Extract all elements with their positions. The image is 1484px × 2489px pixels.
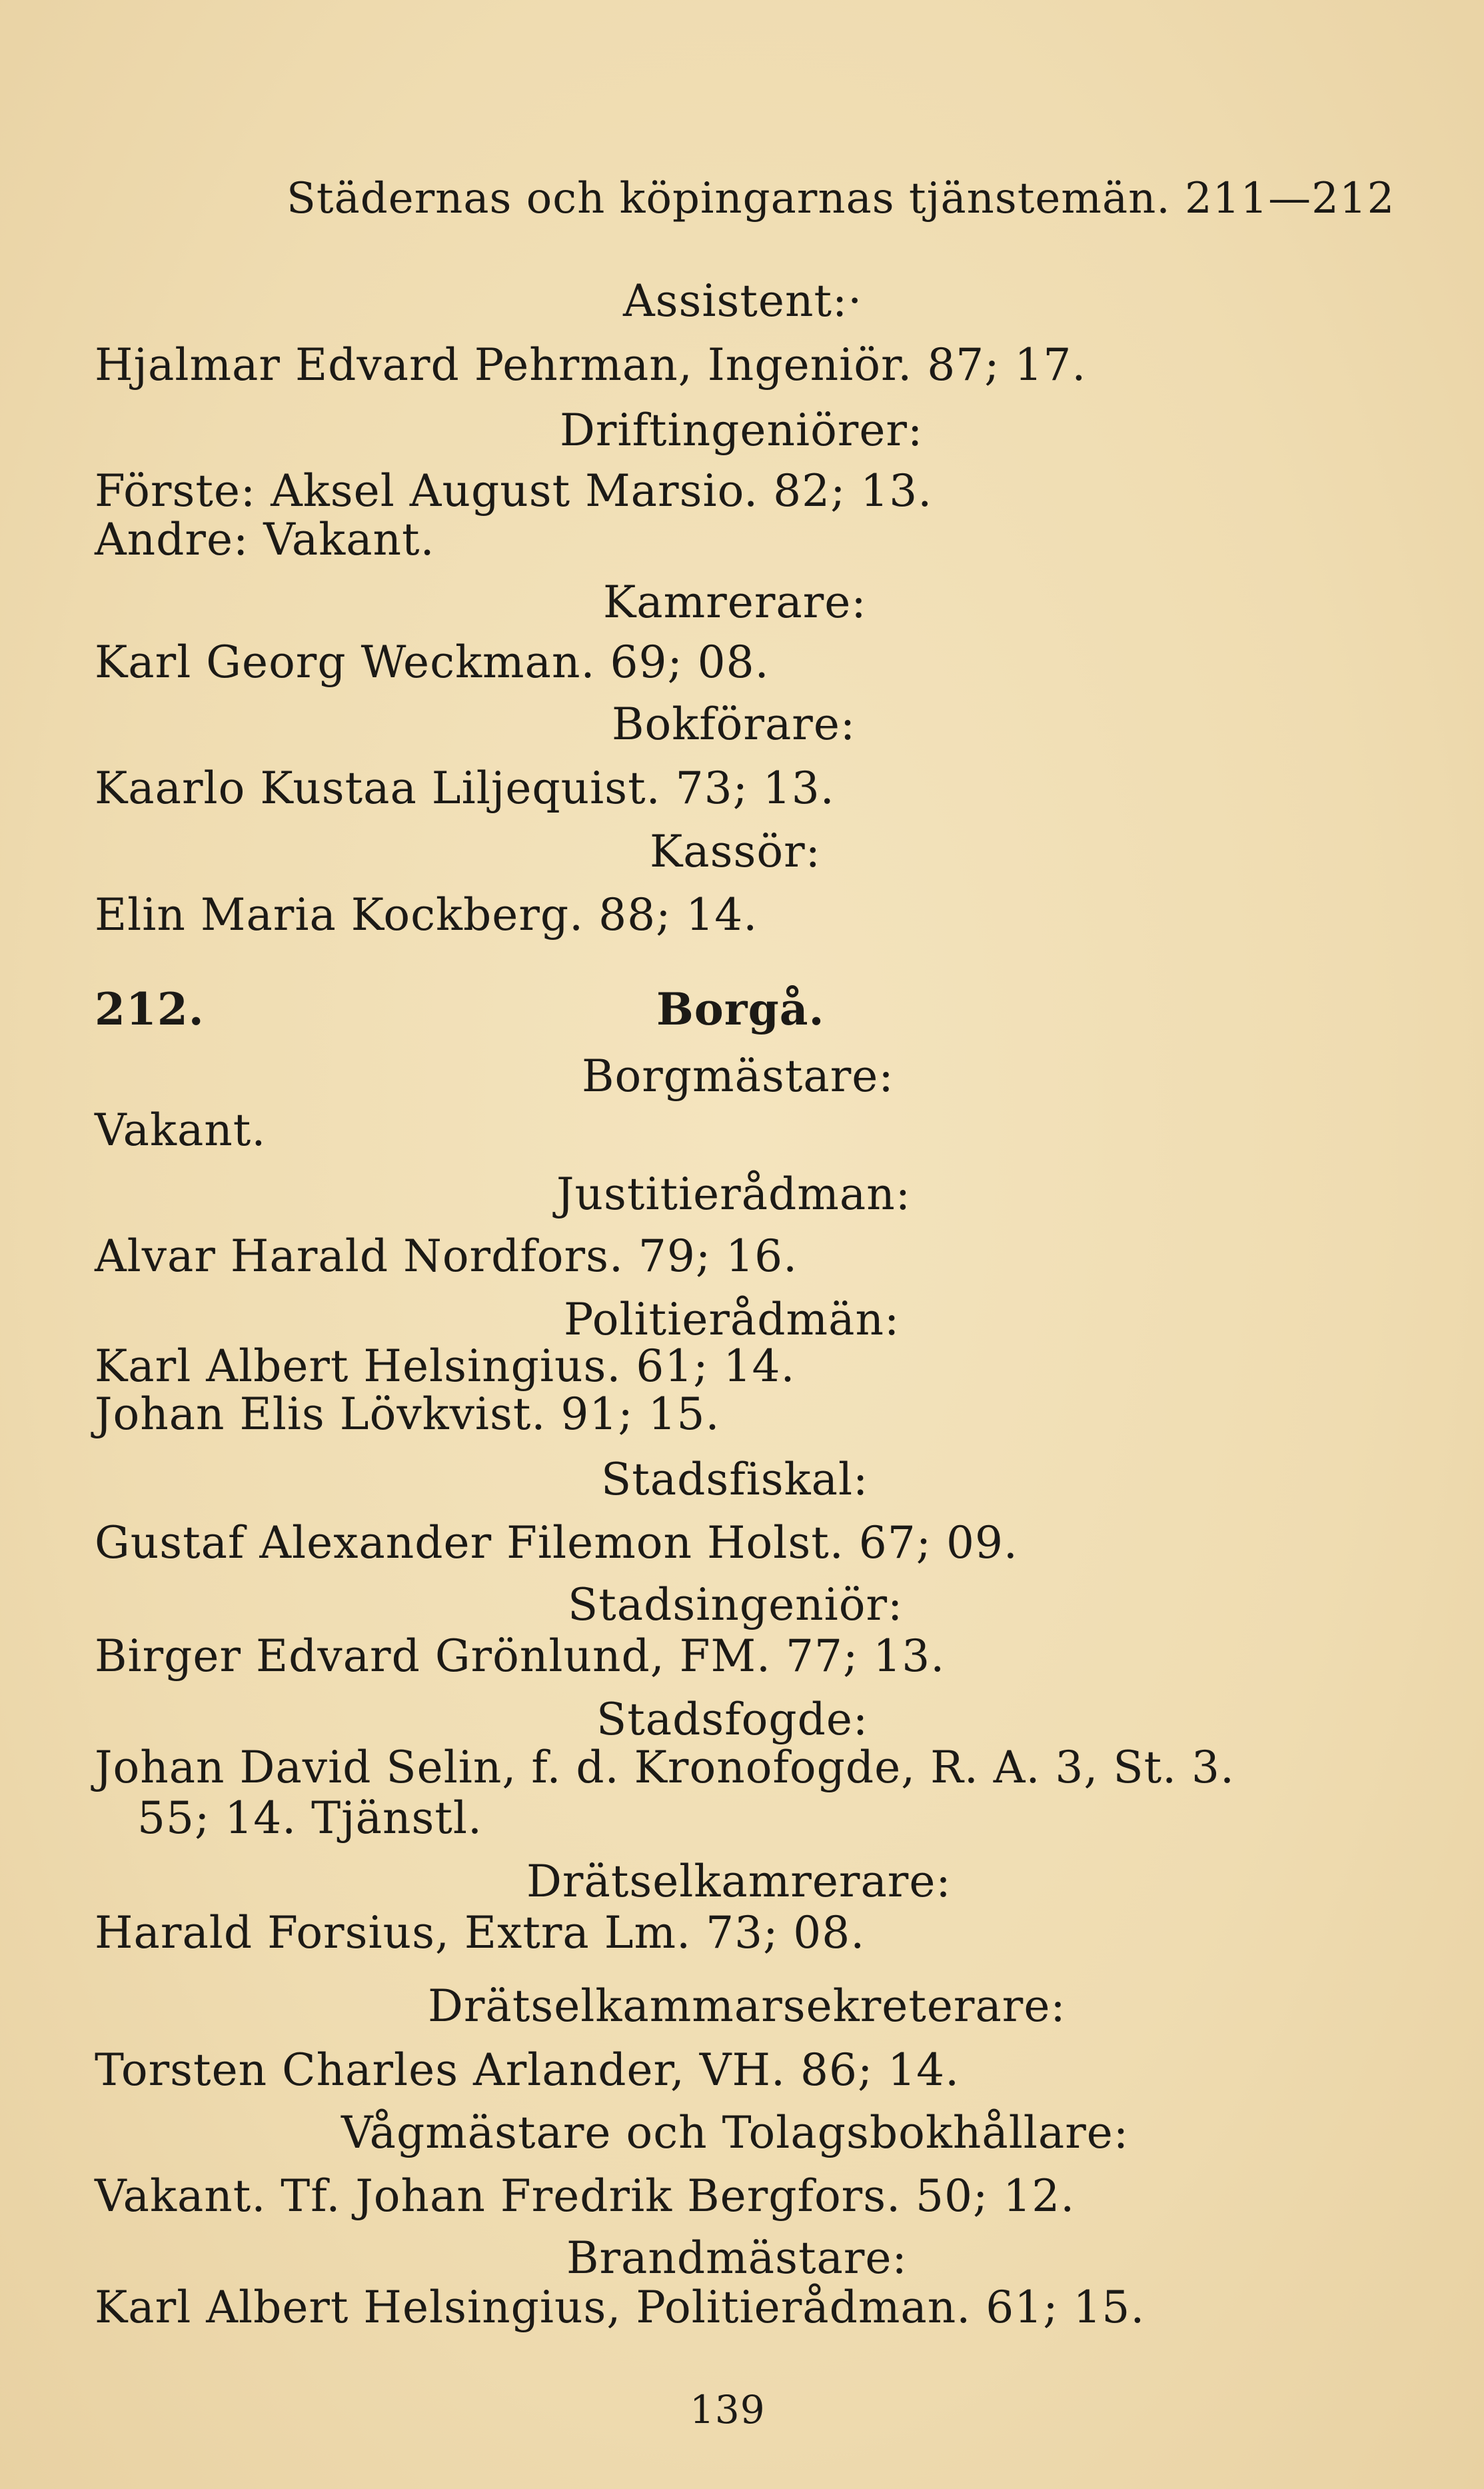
brandmastare-entry: Karl Albert Helsingius, Politierådman. 61; 15. (95, 2282, 1145, 2333)
politieradman-heading: Politierådmän: (564, 1294, 900, 1345)
brandmastare-heading: Brandmästare: (566, 2232, 908, 2284)
stadsingenior-entry: Birger Edvard Grönlund, FM. 77; 13. (95, 1630, 946, 1682)
borgmastare-heading: Borgmästare: (582, 1051, 894, 1102)
justitieradman-entry: Alvar Harald Nordfors. 79; 16. (95, 1231, 798, 1282)
page-number: 139 (690, 2387, 766, 2432)
kassor-entry: Elin Maria Kockberg. 88; 14. (95, 889, 758, 941)
vagmastare-entry: Vakant. Tf. Johan Fredrik Bergfors. 50; 12. (95, 2170, 1076, 2222)
section-number: 212. (95, 983, 205, 1035)
bokforare-heading: Bokförare: (612, 699, 856, 750)
dratselkammarsekreterare-heading: Drätselkammarsekreterare: (428, 1980, 1066, 2032)
assistent-entry: Hjalmar Edvard Pehrman, Ingeniör. 87; 17. (95, 339, 1087, 391)
kamrerare-heading: Kamrerare: (603, 577, 867, 628)
politieradman-entry-1: Karl Albert Helsingius. 61; 14. (95, 1340, 796, 1392)
kassor-heading: Kassör: (650, 826, 821, 877)
justitieradman-heading: Justitierådman: (556, 1169, 911, 1220)
stadsingenior-heading: Stadsingeniör: (568, 1579, 904, 1630)
town-heading: Borgå. (656, 983, 825, 1035)
vagmastare-heading: Vågmästare och Tolagsbokhållare: (341, 2107, 1129, 2158)
stadsfogde-heading: Stadsfogde: (596, 1694, 869, 1745)
kamrerare-entry: Karl Georg Weckman. 69; 08. (95, 637, 770, 688)
running-title: Städernas och köpingarnas tjänstemän. (287, 174, 1171, 223)
driftingenior-entry-2: Andre: Vakant. (95, 514, 435, 565)
driftingeniorer-heading: Driftingeniörer: (560, 405, 924, 456)
dratselkamrerare-entry: Harald Forsius, Extra Lm. 73; 08. (95, 1907, 866, 1958)
dratselkamrerare-heading: Drätselkamrerare: (526, 1856, 952, 1907)
borgmastare-entry: Vakant. (95, 1105, 267, 1156)
bokforare-entry: Kaarlo Kustaa Liljequist. 73; 13. (95, 763, 835, 814)
stadsfiskal-entry: Gustaf Alexander Filemon Holst. 67; 09. (95, 1517, 1018, 1568)
stadsfiskal-heading: Stadsfiskal: (601, 1454, 869, 1505)
stadsfogde-entry-line2: 55; 14. Tjänstl. (137, 1792, 482, 1844)
driftingenior-entry-1: Förste: Aksel August Marsio. 82; 13. (95, 465, 933, 517)
assistent-heading: Assistent:· (623, 275, 863, 327)
politieradman-entry-2: Johan Elis Lövkvist. 91; 15. (95, 1388, 720, 1440)
dratselkammarsekreterare-entry: Torsten Charles Arlander, VH. 86; 14. (95, 2044, 960, 2096)
stadsfogde-entry-line1: Johan David Selin, f. d. Kronofogde, R. A. 3, St. 3. (95, 1742, 1235, 1793)
section-range: 211—212 (1185, 174, 1395, 223)
